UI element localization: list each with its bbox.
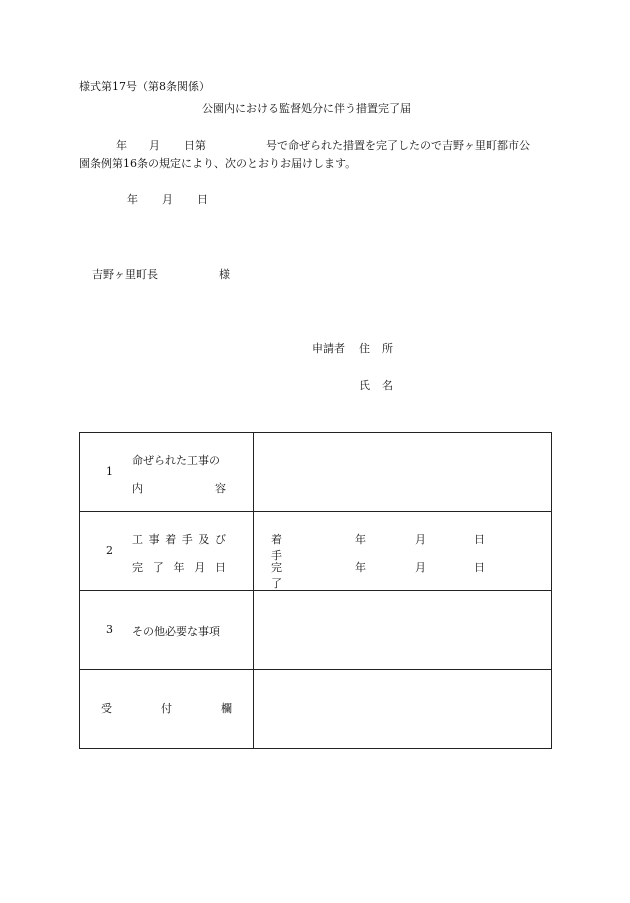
intro-year: 年 (116, 139, 127, 152)
row2-label-line-1 (132, 531, 226, 547)
table-row (80, 591, 552, 670)
row3-label-cell (80, 591, 254, 670)
row2-label-char: 着 (165, 533, 177, 546)
date-day: 日 (197, 193, 208, 206)
table-row (80, 512, 552, 591)
reception-char: 欄 (221, 702, 232, 715)
completion-table (79, 432, 552, 749)
row2-label-char: 年 (173, 561, 185, 574)
start-month: 月 (415, 533, 426, 546)
row2-label-char: 手 (181, 533, 193, 546)
reception-content-cell[interactable] (254, 670, 552, 749)
table-row (80, 670, 552, 749)
addressee-honorific: 様 (219, 268, 230, 281)
row2-label-char: び (214, 533, 226, 546)
intro-day-no: 日第 (184, 139, 206, 152)
name-label-2: 名 (382, 379, 393, 392)
reception-label (101, 702, 232, 716)
table-row (80, 433, 552, 512)
row2-label-char: 完 (132, 561, 143, 574)
reception-label-cell (80, 670, 254, 749)
start-day: 日 (474, 533, 485, 546)
row1-label-line-2 (132, 480, 226, 496)
address-label-2: 所 (382, 342, 393, 355)
row1-label-char: 容 (215, 482, 226, 495)
intro-month: 月 (149, 139, 160, 152)
reception-char: 付 (161, 702, 172, 715)
address-label-1: 住 (359, 342, 370, 355)
row1-label-line-1: 命ぜられた工事の (132, 454, 220, 467)
row1-number: 1 (106, 465, 113, 478)
row3-label: その他必要な事項 (132, 625, 220, 638)
end-label: 完了 (271, 561, 282, 590)
row2-content-cell[interactable] (254, 512, 552, 591)
reception-char: 受 (101, 702, 112, 715)
row2-label-char: 日 (215, 561, 226, 574)
row2-label-line-2 (132, 559, 226, 575)
row3-number: 3 (106, 623, 113, 636)
row2-number: 2 (106, 544, 113, 557)
form-number: 様式第17号（第8条関係） (79, 80, 210, 93)
row2-label-char: 及 (198, 533, 210, 546)
row2-label-char: 事 (148, 533, 160, 546)
row2-label-char: 了 (152, 561, 164, 574)
name-label-1: 氏 (359, 379, 370, 392)
row1-content-cell[interactable] (254, 433, 552, 512)
row3-content-cell[interactable] (254, 591, 552, 670)
row1-label-cell (80, 433, 254, 512)
end-day: 日 (474, 561, 485, 574)
date-year: 年 (127, 193, 138, 206)
end-month: 月 (415, 561, 426, 574)
addressee-name: 吉野ヶ里町長 (92, 268, 158, 281)
row2-label-char: 工 (132, 533, 143, 546)
start-label: 着手 (271, 533, 282, 562)
row2-label-cell (80, 512, 254, 591)
intro-line-2: 園条例第16条の規定により、次のとおりお届けします。 (79, 157, 357, 170)
intro-text-line-1: 号で命ぜられた措置を完了したので吉野ヶ里町都市公 (266, 139, 530, 152)
document-title: 公園内における監督処分に伴う措置完了届 (202, 102, 411, 115)
applicant-label: 申請者 (312, 342, 345, 355)
date-month: 月 (162, 193, 173, 206)
start-year: 年 (355, 533, 366, 546)
row1-label-char: 内 (132, 482, 143, 495)
end-year: 年 (355, 561, 366, 574)
row2-label-char: 月 (194, 561, 206, 574)
